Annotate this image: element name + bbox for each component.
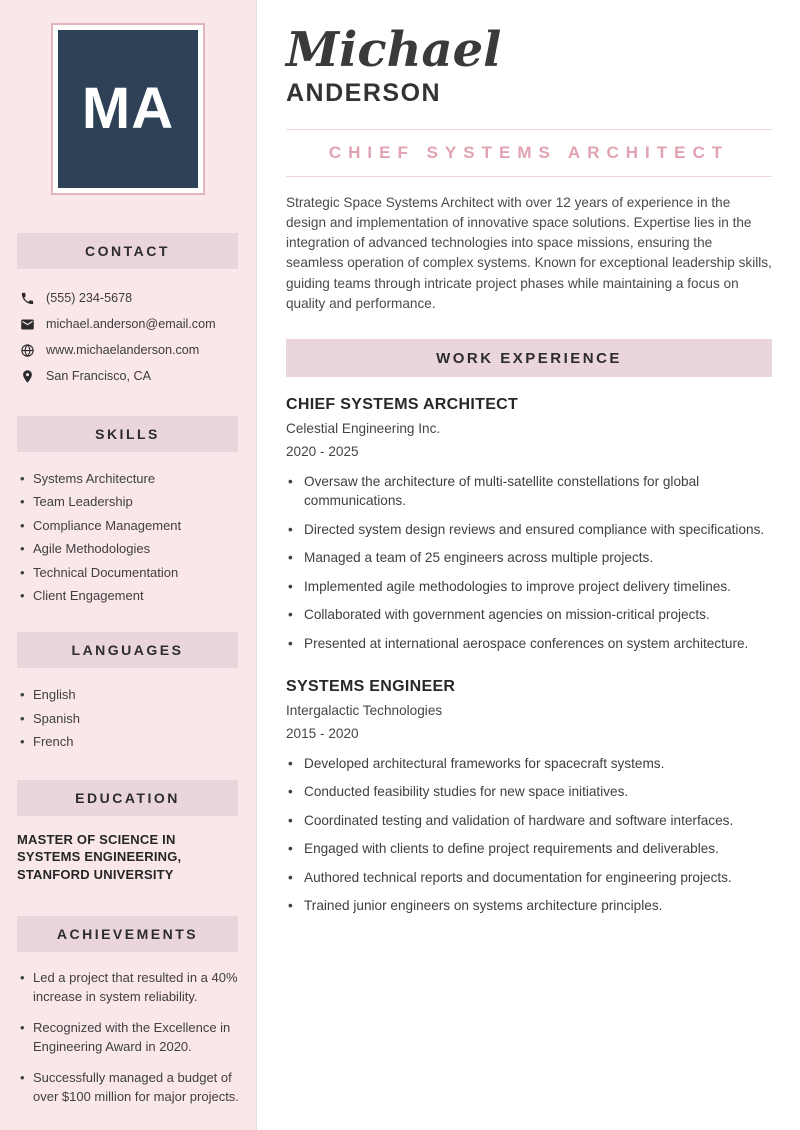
job-bullet bbox=[286, 520, 772, 539]
skills-section-header: SKILLS bbox=[17, 416, 238, 452]
last-name: ANDERSON bbox=[286, 78, 442, 107]
job-bullet-text: Implemented agile methodologies to improve project delivery timelines. bbox=[304, 578, 731, 594]
job-bullet-text: Presented at international aerospace conferences on system architecture. bbox=[304, 635, 749, 651]
job-title: SYSTEMS ENGINEER bbox=[286, 677, 456, 695]
contact-item-website bbox=[20, 337, 242, 363]
location-text: San Francisco, CA bbox=[46, 369, 151, 383]
job-bullet bbox=[286, 839, 772, 858]
job-bullet bbox=[286, 472, 772, 510]
skill-item bbox=[20, 490, 242, 513]
job-bullet-text: Oversaw the architecture of multi-satellite constellations for global communications. bbox=[304, 474, 700, 509]
skill-label: Technical Documentation bbox=[33, 564, 179, 580]
achievement-text: Recognized with the Excellence in Engineering Award in 2020. bbox=[33, 1020, 231, 1054]
contact-section-header: CONTACT bbox=[17, 233, 238, 269]
contact-item-phone bbox=[20, 285, 242, 311]
summary-paragraph: Strategic Space Systems Architect with over 12 years of experience in the design and implementation of innovative space solutions. Expertise lies in the integration of advanced technologies into space missions, ensuring the seamless operation of complex systems. Known for exceptional leadership skills, guiding teams through intricate project phases while maintaining a focus on quality and performance. bbox=[286, 194, 772, 311]
job-bullet-text: Managed a team of 25 engineers across multiple projects. bbox=[304, 550, 654, 566]
phone-number: (555) 234-5678 bbox=[46, 291, 133, 305]
contact-list bbox=[20, 285, 242, 389]
skill-label: Client Engagement bbox=[33, 588, 144, 604]
achievement-item bbox=[20, 1069, 242, 1106]
job-bullet-text: Engaged with clients to define project requirements and deliverables. bbox=[304, 841, 719, 857]
achievements-list bbox=[20, 969, 242, 1106]
contact-item-email bbox=[20, 311, 242, 337]
job-bullet-list bbox=[286, 754, 772, 916]
job-bullet bbox=[286, 605, 772, 624]
job-bullet-text: Directed system design reviews and ensured compliance with specifications. bbox=[304, 521, 765, 537]
skill-item bbox=[20, 467, 242, 490]
job-bullet-text: Developed architectural frameworks for spacecraft systems. bbox=[304, 755, 665, 771]
skill-label: Agile Methodologies bbox=[33, 541, 151, 557]
job-dates: 2020 - 2025 bbox=[286, 444, 359, 460]
languages-list bbox=[20, 683, 242, 753]
language-label: English bbox=[33, 687, 76, 703]
main-content bbox=[286, 0, 772, 925]
job-bullet-text: Collaborated with government agencies on mission-critical projects. bbox=[304, 607, 710, 623]
job-bullet bbox=[286, 634, 772, 653]
job-dates: 2015 - 2020 bbox=[286, 725, 359, 741]
job-bullet bbox=[286, 548, 772, 567]
language-item bbox=[20, 730, 242, 753]
job-bullet bbox=[286, 896, 772, 915]
job-company: Celestial Engineering Inc. bbox=[286, 421, 441, 437]
skill-label: Systems Architecture bbox=[33, 471, 156, 486]
role-title: CHIEF SYSTEMS ARCHITECT bbox=[328, 142, 730, 162]
job-entry-1 bbox=[286, 396, 772, 653]
avatar bbox=[51, 23, 205, 195]
skill-label: Team Leadership bbox=[33, 494, 133, 510]
job-entry-2 bbox=[286, 678, 772, 916]
first-name: Michael bbox=[286, 22, 502, 78]
email-icon bbox=[20, 317, 35, 332]
achievement-item bbox=[20, 1019, 242, 1056]
job-bullet bbox=[286, 868, 772, 887]
job-bullet-text: Trained junior engineers on systems architecture principles. bbox=[304, 898, 663, 914]
skills-list bbox=[20, 467, 242, 607]
job-bullet bbox=[286, 577, 772, 596]
divider-line bbox=[286, 176, 772, 177]
achievement-item bbox=[20, 969, 242, 1006]
languages-section-header: LANGUAGES bbox=[17, 632, 238, 668]
job-bullet-text: Conducted feasibility studies for new space initiatives. bbox=[304, 784, 629, 800]
phone-icon bbox=[20, 291, 35, 306]
achievements-section-header: ACHIEVEMENTS bbox=[17, 916, 238, 952]
location-icon bbox=[20, 369, 35, 384]
job-bullet bbox=[286, 754, 772, 773]
education-degree: MASTER OF SCIENCE IN SYSTEMS ENGINEERING, STANFORD UNIVERSITY bbox=[17, 831, 182, 882]
job-title: CHIEF SYSTEMS ARCHITECT bbox=[286, 396, 519, 414]
job-bullet-text: Authored technical reports and documentation for engineering projects. bbox=[304, 869, 732, 885]
language-item bbox=[20, 683, 242, 706]
achievement-text: Led a project that resulted in a 40% increase in system reliability. bbox=[33, 970, 238, 1004]
language-item bbox=[20, 707, 242, 730]
job-company: Intergalactic Technologies bbox=[286, 702, 443, 718]
job-bullet-list bbox=[286, 472, 772, 653]
skill-item bbox=[20, 584, 242, 607]
skill-item bbox=[20, 537, 242, 560]
contact-item-location bbox=[20, 363, 242, 389]
avatar-initials: MA bbox=[81, 76, 175, 141]
education-section-header: EDUCATION bbox=[17, 780, 238, 816]
work-experience-header: WORK EXPERIENCE bbox=[286, 339, 772, 377]
sidebar bbox=[0, 0, 257, 1130]
skill-label: Compliance Management bbox=[33, 517, 182, 533]
globe-icon bbox=[20, 343, 35, 358]
achievement-text: Successfully managed a budget of over $100 million for major projects. bbox=[33, 1070, 239, 1104]
job-bullet-text: Coordinated testing and validation of hardware and software interfaces. bbox=[304, 812, 734, 828]
language-label: French bbox=[33, 734, 74, 750]
divider-line bbox=[286, 129, 772, 130]
job-bullet bbox=[286, 782, 772, 801]
skill-item bbox=[20, 514, 242, 537]
website-url: www.michaelanderson.com bbox=[46, 343, 200, 357]
avatar-monogram-box bbox=[58, 30, 198, 188]
skill-item bbox=[20, 561, 242, 584]
job-bullet bbox=[286, 811, 772, 830]
language-label: Spanish bbox=[33, 710, 80, 726]
email-address: michael.anderson@email.com bbox=[46, 317, 216, 331]
